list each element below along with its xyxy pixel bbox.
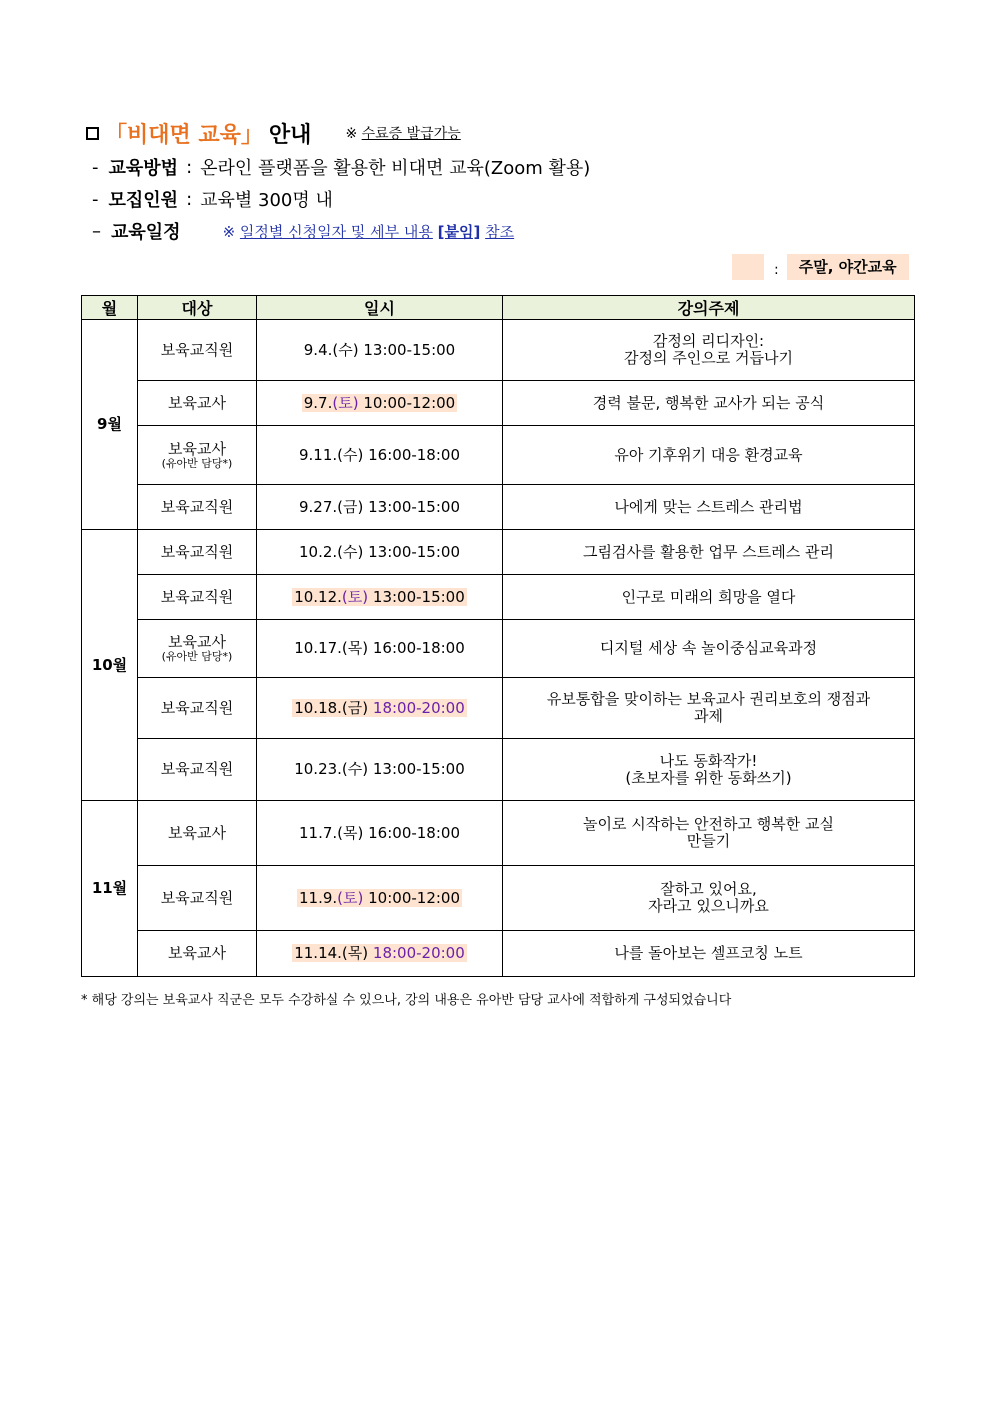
reference-mark: ※ (222, 222, 236, 241)
evening-highlight: 10.18.(금) 18:00-20:00 (294, 698, 465, 717)
datetime-cell: 10.2.(수) 13:00-15:00 (257, 530, 503, 575)
bullet-dash: – (92, 220, 101, 242)
topic-cell: 디지털 세상 속 놀이중심교육과정 (503, 620, 915, 678)
topic-line: 나도 동화작가! (659, 751, 758, 770)
recruit-value: 교육별 300명 내 (200, 190, 333, 211)
target-cell: 보육교사 (138, 931, 257, 977)
table-row (82, 426, 915, 485)
target-cell: 보육교직원 (138, 485, 257, 530)
table-row (82, 678, 915, 739)
bullet-dash: - (92, 188, 99, 210)
topic-cell (503, 801, 915, 866)
target-cell: 보육교사 (유아반 담당*) (138, 426, 257, 485)
topic-cell (503, 320, 915, 381)
topic-line: 잘하고 있어요, (660, 880, 757, 898)
table-row (82, 620, 915, 678)
table-row (82, 931, 915, 977)
weekend-highlight: 9.7.(토) 10:00-12:00 (303, 393, 456, 412)
schedule-note-text-c: 참조 (485, 222, 515, 241)
table-row (82, 320, 915, 381)
target-cell: 보육교직원 (138, 575, 257, 620)
month-cell: 10월 (82, 530, 138, 801)
target-cell: 보육교직원 (138, 678, 257, 739)
datetime-cell: 10.17.(목) 16:00-18:00 (257, 620, 503, 678)
topic-line: 놀이로 시작하는 안전하고 행복한 교실 (583, 815, 834, 833)
table-row (82, 485, 915, 530)
target-cell: 보육교직원 (138, 866, 257, 931)
attachment-ref: [붙임] (437, 222, 481, 241)
info-recruit (92, 186, 333, 212)
target-sub: (유아반 담당*) (161, 456, 233, 470)
topic-line: 유보통합을 맞이하는 보육교사 권리보호의 쟁점과 (546, 690, 871, 708)
target-cell: 보육교사 (138, 801, 257, 866)
table-row (82, 866, 915, 931)
header-datetime: 일시 (257, 296, 503, 320)
checkbox-square-icon (86, 127, 99, 140)
topic-line: 감정의 주인으로 거듭나기 (624, 349, 793, 367)
info-method (92, 154, 590, 180)
topic-cell: 경력 불문, 행복한 교사가 되는 공식 (503, 381, 915, 426)
target-cell: 보육교직원 (138, 320, 257, 381)
weekend-highlight: 10.12.(토) 13:00-15:00 (294, 587, 465, 606)
table-header-row (82, 296, 915, 320)
certificate-note-text: 수료증 발급가능 (361, 126, 461, 142)
target-cell: 보육교사 (유아반 담당*) (138, 620, 257, 678)
table-row (82, 530, 915, 575)
method-label: 교육방법 (108, 158, 179, 179)
topic-cell: 유아 기후위기 대응 환경교육 (503, 426, 915, 485)
topic-line: 감정의 리디자인: (652, 332, 765, 350)
schedule-table (81, 295, 915, 977)
weekend-highlight: 11.9.(토) 10:00-12:00 (298, 888, 461, 907)
certificate-note (345, 123, 460, 143)
target-cell: 보육교직원 (138, 530, 257, 575)
topic-line: 과제 (694, 707, 723, 725)
datetime-cell (257, 931, 503, 977)
topic-cell: 인구로 미래의 희망을 열다 (503, 575, 915, 620)
legend-text: 주말, 야간교육 (787, 254, 909, 280)
topic-cell: 나를 돌아보는 셀프코칭 노트 (503, 931, 915, 977)
table-row (82, 575, 915, 620)
topic-cell: 나에게 맞는 스트레스 관리법 (503, 485, 915, 530)
target-cell: 보육교직원 (138, 739, 257, 801)
topic-line: 만들기 (686, 832, 731, 850)
recruit-label: 모집인원 (108, 190, 179, 211)
reference-mark: ※ (345, 126, 358, 142)
topic-cell: 그림검사를 활용한 업무 스트레스 관리 (503, 530, 915, 575)
header-target: 대상 (138, 296, 257, 320)
datetime-cell: 9.4.(수) 13:00-15:00 (257, 320, 503, 381)
datetime-cell: 9.11.(수) 16:00-18:00 (257, 426, 503, 485)
month-cell: 11월 (82, 801, 138, 977)
schedule-label: 교육일정 (111, 222, 181, 243)
target-sub: (유아반 담당*) (161, 650, 233, 663)
schedule-note-text-a: 일정별 신청일자 및 세부 내용 (239, 222, 433, 241)
table-row (82, 739, 915, 801)
bullet-dash: - (92, 156, 99, 178)
topic-line: 자라고 있으니까요 (648, 897, 769, 915)
datetime-cell: 11.7.(목) 16:00-18:00 (257, 801, 503, 866)
legend-swatch (732, 254, 764, 280)
method-value: 온라인 플랫폼을 활용한 비대면 교육(Zoom 활용) (200, 158, 591, 179)
topic-line: (초보자를 위한 동화쓰기) (625, 768, 792, 787)
schedule-note (223, 221, 515, 242)
datetime-cell (257, 678, 503, 739)
colon: : (186, 156, 193, 178)
datetime-cell (257, 575, 503, 620)
topic-cell (503, 866, 915, 931)
datetime-cell: 10.23.(수) 13:00-15:00 (257, 739, 503, 801)
footnote: * 해당 강의는 보육교사 직군은 모두 수강하실 수 있으나, 강의 내용은 유아반 담당 교사에 적합하게 구성되었습니다 (81, 993, 732, 1008)
datetime-cell: 9.27.(금) 13:00-15:00 (257, 485, 503, 530)
table-row (82, 381, 915, 426)
header-topic: 강의주제 (503, 296, 915, 320)
target-cell: 보육교사 (138, 381, 257, 426)
table-row (82, 801, 915, 866)
month-cell: 9월 (82, 320, 138, 530)
header-month: 월 (82, 296, 138, 320)
section-heading (86, 116, 461, 150)
legend (732, 254, 909, 280)
datetime-cell (257, 381, 503, 426)
heading-title: 「비대면 교육」 (105, 122, 263, 148)
evening-highlight: 11.14.(목) 18:00-20:00 (294, 944, 465, 962)
heading-suffix: 안내 (268, 122, 312, 148)
info-schedule (92, 218, 514, 244)
topic-cell (503, 678, 915, 739)
legend-colon: : (774, 262, 779, 278)
colon: : (186, 188, 193, 210)
datetime-cell (257, 866, 503, 931)
topic-cell (503, 739, 915, 801)
